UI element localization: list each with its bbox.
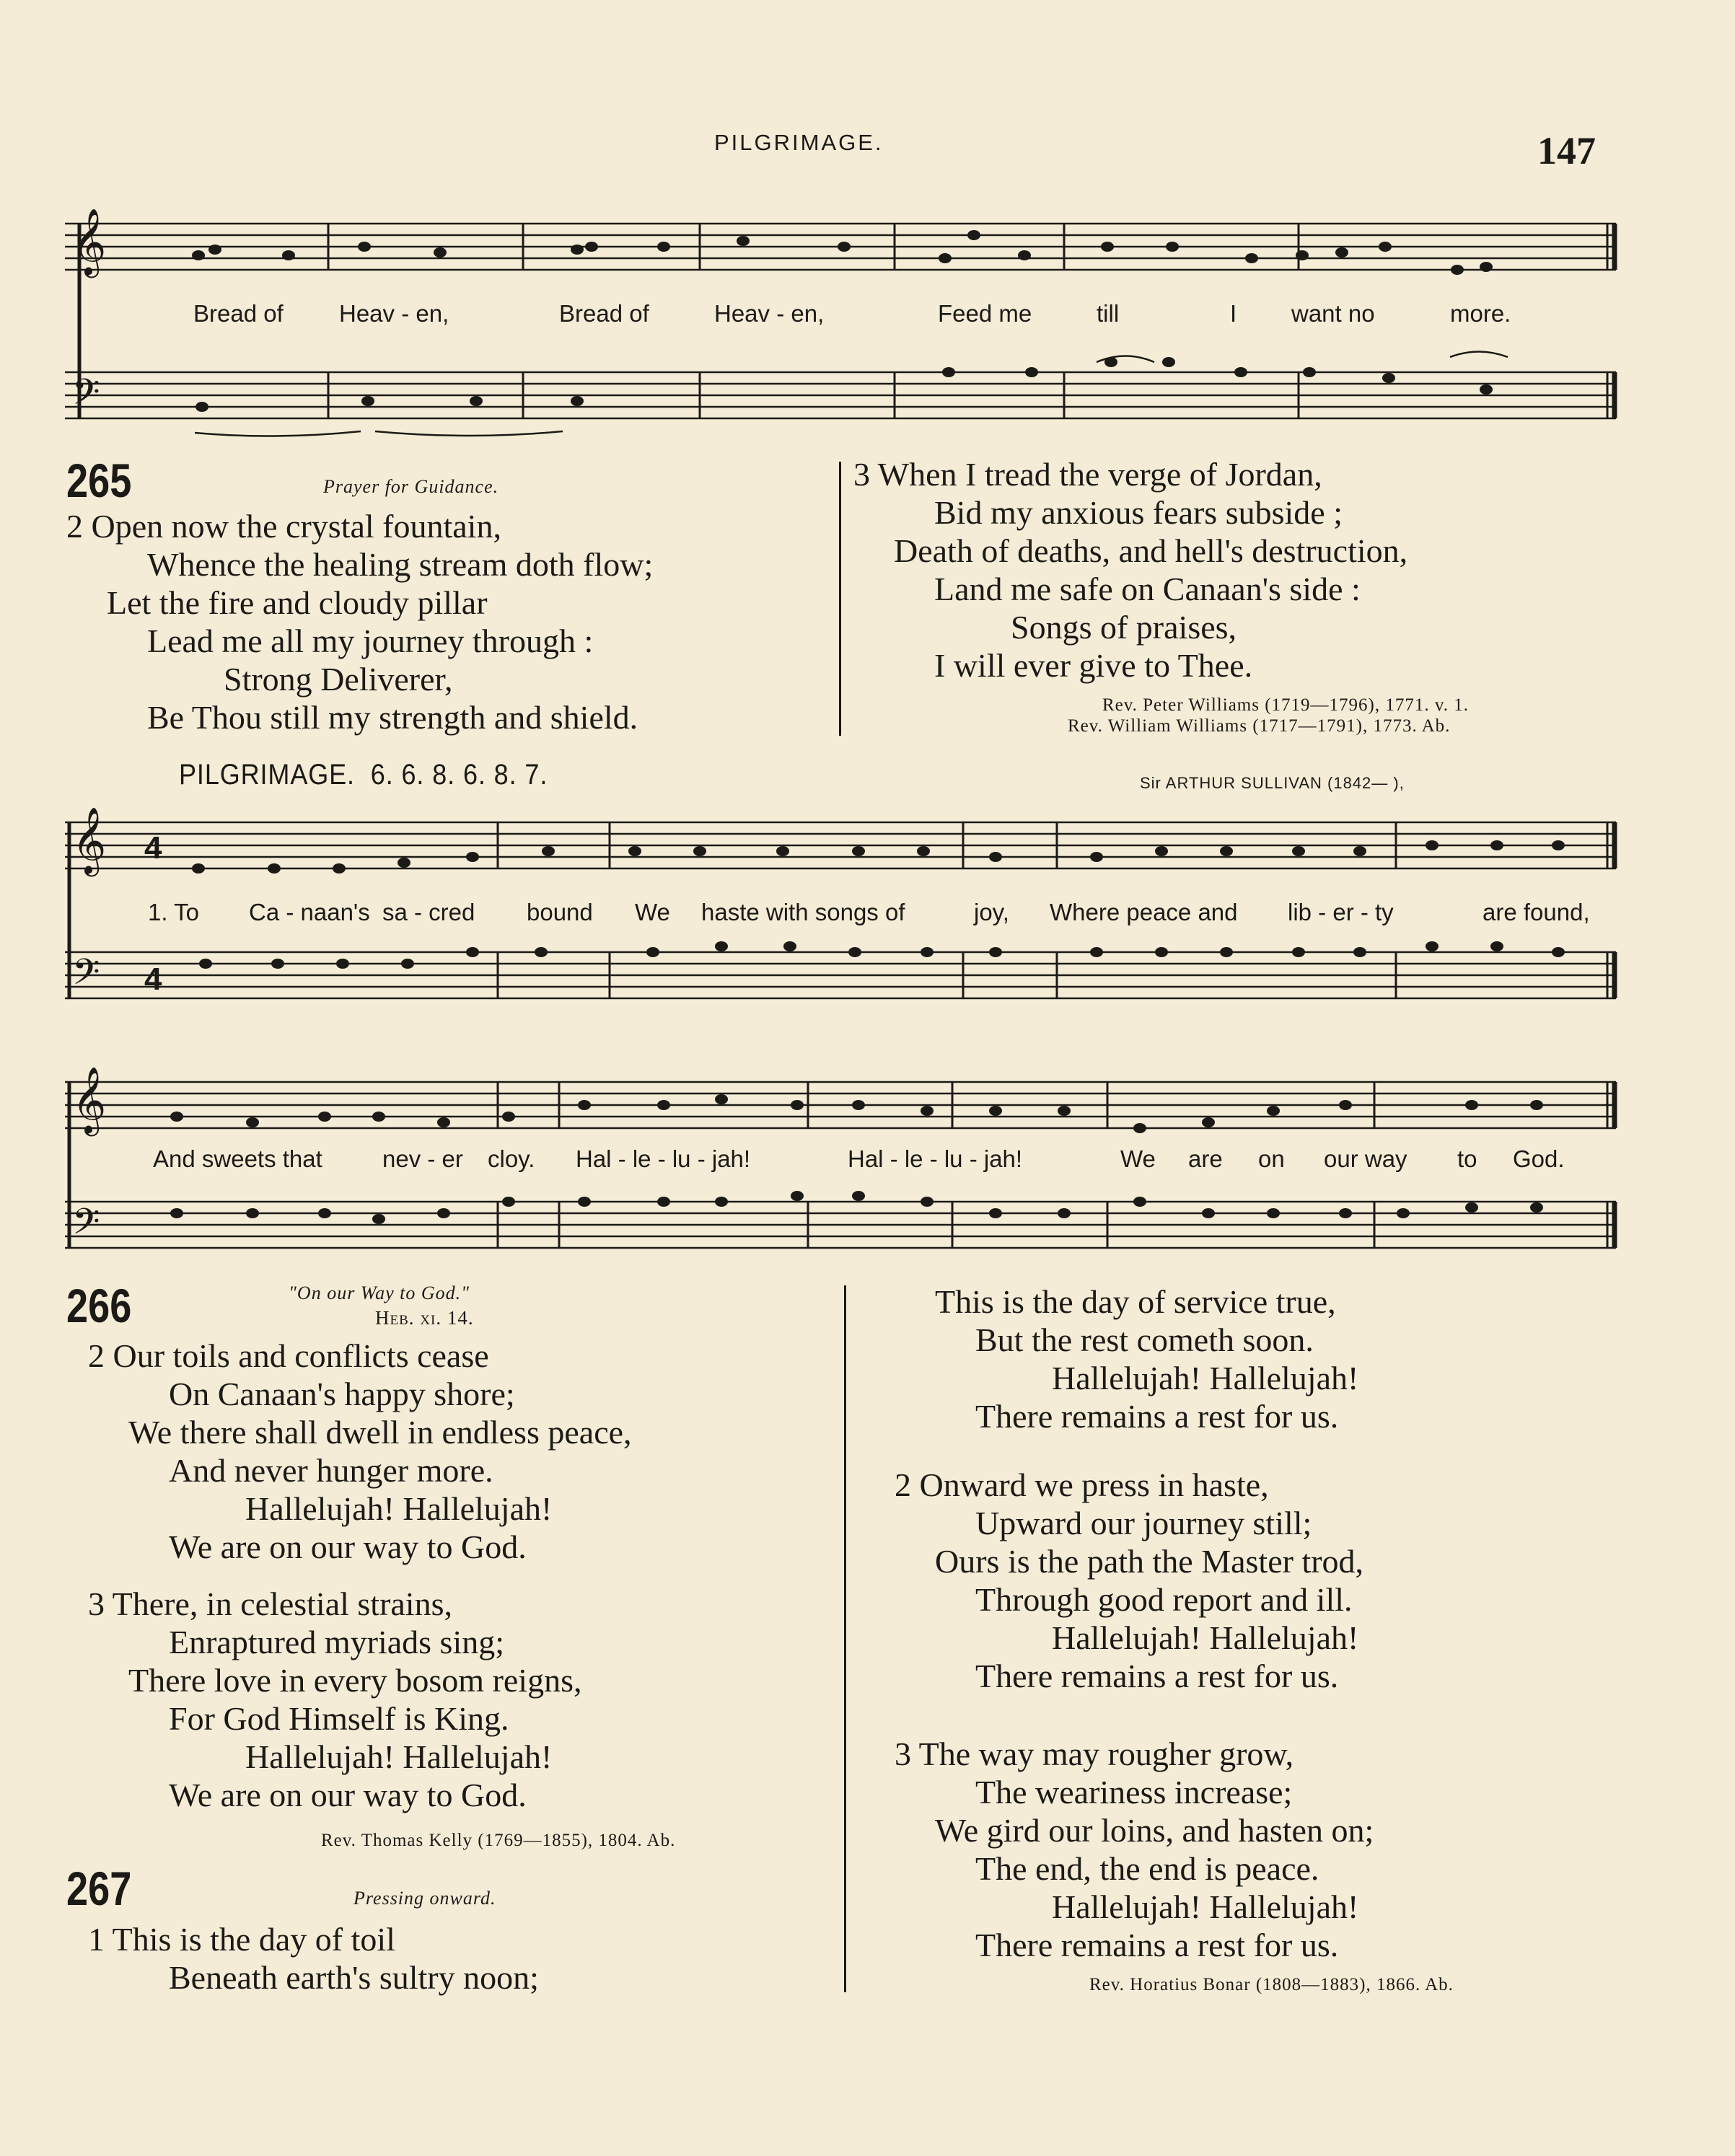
hymn-265-verse-3: [853, 455, 1407, 685]
lyric: 1. To: [148, 899, 199, 925]
verse-line: We are on our way to God.: [169, 1777, 527, 1813]
verse-line: Hallelujah! Hallelujah!: [245, 1490, 553, 1527]
credit-line: Rev. Thomas Kelly (1769—1855), 1804. Ab.: [321, 1831, 676, 1850]
verse-line: And never hunger more.: [169, 1452, 493, 1489]
verse-line: On Canaan's happy shore;: [169, 1376, 515, 1412]
svg-text:𝄞: 𝄞: [72, 1066, 107, 1133]
lyric: Heav - en,: [339, 300, 449, 327]
lyric: more.: [1450, 300, 1511, 327]
lyric: Feed me: [938, 300, 1032, 327]
lyric: our way: [1324, 1145, 1407, 1172]
svg-text:4: 4: [144, 962, 162, 997]
hymn-number: 266: [66, 1279, 132, 1332]
lyric: sa - cred: [382, 899, 475, 925]
verse-line: 3 When I tread the verge of Jordan,: [853, 456, 1322, 493]
hymn-subtitle: Pressing onward.: [353, 1888, 496, 1909]
verse-line: Ours is the path the Master trod,: [935, 1543, 1364, 1580]
music-system-low: [0, 1060, 1735, 1284]
verse-line: We are on our way to God.: [169, 1528, 527, 1565]
svg-text:𝄞: 𝄞: [72, 806, 107, 874]
verse-line: 2 Onward we press in haste,: [895, 1466, 1269, 1503]
hymn-subtitle: "On our Way to God.": [289, 1282, 470, 1303]
verse-line: Songs of praises,: [1011, 609, 1237, 646]
lyric: Bread of: [559, 300, 649, 327]
svg-text:𝄢: 𝄢: [72, 1201, 100, 1251]
verse-line: The end, the end is peace.: [975, 1850, 1319, 1887]
lyric: And sweets that: [153, 1145, 322, 1172]
verse-line: There remains a rest for us.: [975, 1658, 1339, 1694]
verse-line: Hallelujah! Hallelujah!: [245, 1738, 553, 1775]
verse-line: We there shall dwell in endless peace,: [128, 1414, 632, 1451]
verse-line: We gird our loins, and hasten on;: [935, 1812, 1374, 1849]
lyric: Where peace and: [1050, 899, 1238, 925]
lyric: lib - er - ty: [1288, 899, 1394, 925]
verse-line: Hallelujah! Hallelujah!: [1052, 1360, 1359, 1396]
svg-text:𝄢: 𝄢: [72, 371, 100, 422]
tune-name: PILGRIMAGE. 6. 6. 8. 6. 8. 7.: [179, 759, 548, 791]
hymn-267-verse-1-start: [88, 1920, 539, 1997]
verse-line: There remains a rest for us.: [975, 1398, 1339, 1435]
verse-line: There love in every bosom reigns,: [128, 1662, 582, 1699]
verse-line: Bid my anxious fears subside ;: [934, 494, 1343, 531]
lyric: are found,: [1483, 899, 1590, 925]
lyric: Ca - naan's: [249, 899, 370, 925]
credit-line: Rev. Horatius Bonar (1808—1883), 1866. Ab.: [1089, 1975, 1454, 1994]
tune-meter: 6. 6. 8. 6. 8. 7.: [370, 759, 548, 791]
verse-line: Hallelujah! Hallelujah!: [1052, 1888, 1359, 1925]
verse-line: 2 Open now the crystal fountain,: [66, 508, 501, 545]
lyric: cloy.: [488, 1145, 535, 1172]
music-system-mid: [0, 801, 1735, 1039]
lyric: till: [1097, 300, 1120, 327]
hymn-266-verse-2: [88, 1337, 632, 1566]
lyric: God.: [1513, 1145, 1565, 1172]
verse-line: Enraptured myriads sing;: [169, 1624, 505, 1660]
verse-line: I will ever give to Thee.: [934, 647, 1253, 684]
lyric: are: [1188, 1145, 1223, 1172]
hymn-266-verse-3: [88, 1585, 581, 1814]
verse-line: Death of deaths, and hell's destruction,: [894, 532, 1408, 569]
verse-line: Upward our journey still;: [975, 1505, 1312, 1541]
hymn-subtitle: Prayer for Guidance.: [323, 476, 499, 497]
hymn-267-verse-1-end: [895, 1282, 1358, 1435]
lyric: want no: [1291, 300, 1375, 327]
lyric: I: [1230, 300, 1237, 327]
lyric: nev - er: [382, 1145, 463, 1172]
verse-line: Beneath earth's sultry noon;: [169, 1959, 539, 1996]
verse-line: Lead me all my journey through :: [147, 622, 594, 659]
lyric: Bread of: [193, 300, 284, 327]
music-system-top: [0, 202, 1735, 469]
lyric: on: [1258, 1145, 1285, 1172]
column-divider: [844, 1285, 846, 1992]
svg-text:4: 4: [144, 830, 162, 866]
hymn-number: 265: [66, 454, 132, 507]
hymn-number: 267: [66, 1862, 132, 1915]
verse-line: 3 There, in celestial strains,: [88, 1585, 452, 1622]
composer: Sir ARTHUR SULLIVAN (1842— ),: [1140, 774, 1405, 792]
verse-line: There remains a rest for us.: [975, 1927, 1339, 1963]
lyric: Hal - le - lu - jah!: [576, 1145, 751, 1172]
lyric: haste with songs of: [701, 899, 905, 925]
verse-line: 3 The way may rougher grow,: [895, 1735, 1294, 1772]
hymn-267-verse-2: [895, 1466, 1363, 1695]
svg-text:𝄞: 𝄞: [72, 208, 107, 275]
page-number: 147: [1537, 129, 1596, 172]
running-head: PILGRIMAGE.: [714, 130, 884, 155]
lyric: Hal - le - lu - jah!: [848, 1145, 1023, 1172]
verse-line: Land me safe on Canaan's side :: [934, 571, 1361, 607]
verse-line: 1 This is the day of toil: [88, 1921, 395, 1958]
verse-line: Let the fire and cloudy pillar: [107, 584, 488, 621]
verse-line: Strong Deliverer,: [224, 661, 453, 698]
lyric: bound: [527, 899, 593, 925]
lyric: Heav - en,: [714, 300, 825, 327]
lyric: joy,: [974, 899, 1009, 925]
verse-line: Hallelujah! Hallelujah!: [1052, 1619, 1359, 1656]
verse-line: Be Thou still my strength and shield.: [147, 699, 638, 736]
svg-text:𝄢: 𝄢: [72, 951, 100, 1002]
verse-line: This is the day of service true,: [935, 1283, 1336, 1320]
lyric: to: [1457, 1145, 1477, 1172]
verse-line: The weariness increase;: [975, 1774, 1293, 1810]
verse-line: Whence the healing stream doth flow;: [147, 546, 654, 583]
column-divider: [839, 462, 841, 736]
scripture-reference: Heb. xi. 14.: [375, 1307, 474, 1329]
verse-line: Through good report and ill.: [975, 1581, 1353, 1618]
verse-line: 2 Our toils and conflicts cease: [88, 1337, 489, 1374]
credit-line: Rev. Peter Williams (1719—1796), 1771. v. 1.: [1102, 695, 1469, 715]
verse-line: But the rest cometh soon.: [975, 1321, 1314, 1358]
hymn-265-verse-2: [66, 507, 653, 736]
hymn-267-verse-3: [895, 1735, 1374, 1964]
verse-line: For God Himself is King.: [169, 1700, 509, 1737]
credit-line: Rev. William Williams (1717—1791), 1773. Ab.: [1068, 716, 1451, 736]
lyric: We: [1120, 1145, 1156, 1172]
lyric: We: [635, 899, 670, 925]
